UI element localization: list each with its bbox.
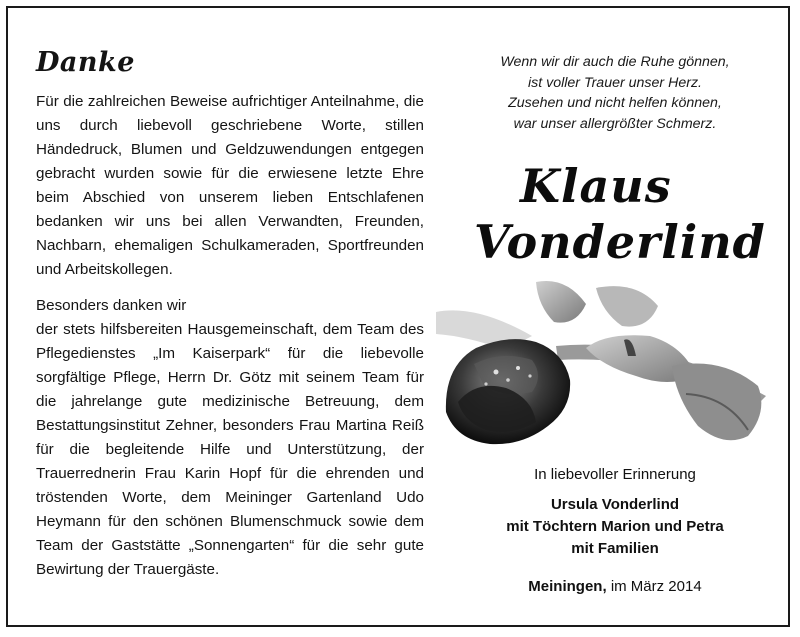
place: Meiningen, bbox=[528, 578, 607, 595]
deceased-first-name: Klaus bbox=[520, 159, 672, 213]
family-line: mit Töchtern Marion und Petra bbox=[506, 518, 724, 535]
place-date bbox=[454, 576, 776, 598]
deceased-name bbox=[458, 158, 788, 270]
memory-line: In liebevoller Erinnerung bbox=[534, 466, 696, 483]
notice-frame bbox=[6, 6, 790, 627]
thanks-paragraph-2-body: der stets hilfsbereiten Hausgemeinschaft, dem Team des Pflegedienstes „Im Kaiserpark“ für die liebevolle sorgfältige Pflege, Herrn Dr. Götz mit seinem Team für die jahrelange gute medizinische Betreuung, dem Bestattungsinstitut Zehner, besonders Frau Martina Reiß für die begleitende Hilfe und Unterstützung, der Trauerrednerin Frau Karin Hopf für die ehrenden und tröstenden Worte, dem Meininger Gartenland Udo Heymann für den schönen Blumenschmuck sowie dem Team der Gaststätte „Sonnengarten“ für die sehr gute Bewirtung der Trauergäste. bbox=[36, 321, 424, 578]
family-line: Ursula Vonderlind bbox=[550, 496, 680, 513]
thanks-paragraph-2 bbox=[36, 294, 424, 582]
deceased-last-name: Vonderlind bbox=[474, 215, 766, 269]
thanks-column bbox=[36, 48, 424, 582]
thanks-heading: Danke bbox=[36, 47, 135, 78]
verse-line: Zusehen und nicht helfen können, bbox=[508, 95, 722, 111]
thanks-paragraph-2-intro: Besonders danken wir bbox=[36, 297, 187, 314]
verse-line: ist voller Trauer unser Herz. bbox=[528, 74, 702, 91]
thanks-paragraph-1: Für die zahlreichen Beweise aufrichtiger Anteilnahme, die uns durch liebevoll geschriebene Worte, stillen Händedruck, Blumen und Geldzuwendungen entgegen gebracht wurden sowie für die erwiesene letzte Ehre beim Abschied von unserem lieben Entschlafenen bedanken wir uns bei allen Verwandten, Freunden, Nachbarn, ehemaligen Schulkameraden, Sportfreunden und Arbeitskollegen. bbox=[36, 93, 424, 278]
family-signature bbox=[454, 494, 776, 560]
family-line: mit Familien bbox=[571, 540, 659, 557]
date: im März 2014 bbox=[610, 578, 702, 595]
verse-line: war unser allergrößter Schmerz. bbox=[513, 115, 717, 132]
verse bbox=[454, 52, 776, 134]
verse-line: Wenn wir dir auch die Ruhe gönnen, bbox=[500, 54, 730, 70]
rose-image bbox=[436, 276, 796, 458]
